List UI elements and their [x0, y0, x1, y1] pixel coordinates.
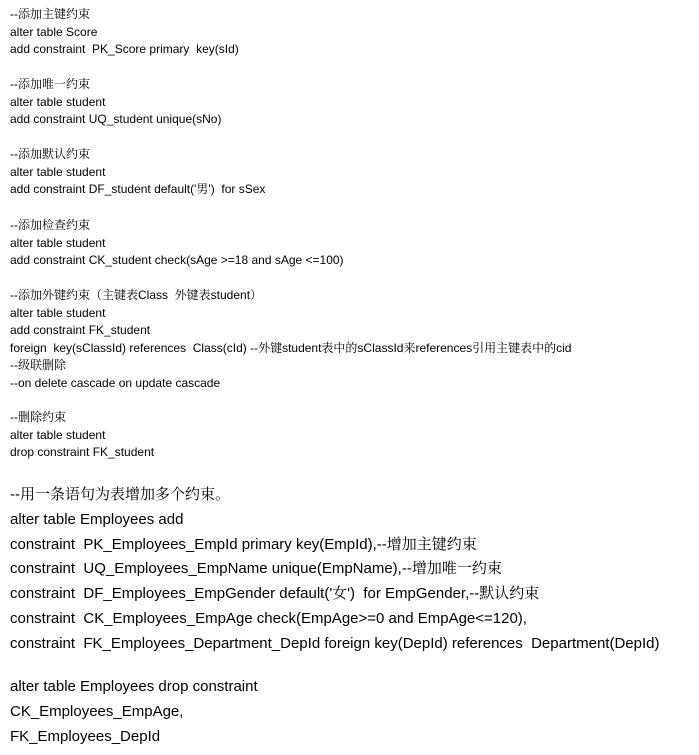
- comment-line: --删除约束: [10, 410, 66, 424]
- drop-multiple-constraints-block: [10, 675, 699, 749]
- add-check-block: [10, 217, 699, 270]
- code-line: alter table student: [10, 305, 106, 320]
- code-line: FK_Employees_DepId: [10, 727, 161, 745]
- code-line: constraint DF_Employees_EmpGender default('女') for EmpGender,--默认约束: [10, 585, 540, 603]
- code-line: constraint UQ_Employees_EmpName unique(EmpName),--增加唯一约束: [10, 560, 502, 578]
- comment-line: --添加默认约束: [10, 147, 90, 161]
- code-line: alter table student: [10, 235, 106, 250]
- code-line: alter table Employees drop constraint: [10, 678, 258, 695]
- code-line: constraint CK_Employees_EmpAge check(EmpAge>=0 and EmpAge<=120),: [10, 609, 527, 627]
- comment-line: --添加检查约束: [10, 218, 90, 232]
- code-line: alter table student: [10, 164, 106, 179]
- code-line: add constraint CK_student check(sAge >=18 and sAge <=100): [10, 253, 344, 268]
- add-primary-key-block: [10, 6, 699, 59]
- comment-line: --添加主键约束: [10, 7, 90, 21]
- comment-line: --添加唯一约束: [10, 77, 90, 91]
- code-line: constraint FK_Employees_Department_DepId foreign key(DepId) references Department(DepId): [10, 634, 660, 652]
- code-line: add constraint DF_student default('男') for sSex: [10, 182, 266, 197]
- multi-constraint-block: [10, 483, 699, 657]
- add-foreign-key-block: [10, 287, 699, 393]
- code-line: alter table Employees add: [10, 510, 184, 528]
- code-line: CK_Employees_EmpAge,: [10, 702, 184, 720]
- code-line: alter table student: [10, 94, 106, 109]
- code-line: alter table Score: [10, 24, 98, 39]
- code-line: foreign key(sClassId) references Class(cId) --外键student表中的sClassId来references引用主键表中的cid: [10, 340, 572, 355]
- drop-constraint-block: [10, 409, 699, 462]
- code-line: drop constraint FK_student: [10, 445, 155, 460]
- code-line: add constraint PK_Score primary key(sId): [10, 42, 239, 57]
- add-default-block: [10, 146, 699, 199]
- code-line: add constraint UQ_student unique(sNo): [10, 112, 222, 127]
- code-line: constraint PK_Employees_EmpId primary key(EmpId),--增加主键约束: [10, 535, 477, 553]
- add-unique-block: [10, 76, 699, 129]
- comment-line: --on delete cascade on update cascade: [10, 375, 221, 390]
- comment-line: --添加外键约束（主键表Class 外键表student）: [10, 288, 263, 302]
- comment-line: --用一条语句为表增加多个约束。: [10, 486, 230, 503]
- code-line: alter table student: [10, 427, 106, 442]
- comment-line: --级联删除: [10, 358, 66, 373]
- code-line: add constraint FK_student: [10, 323, 151, 338]
